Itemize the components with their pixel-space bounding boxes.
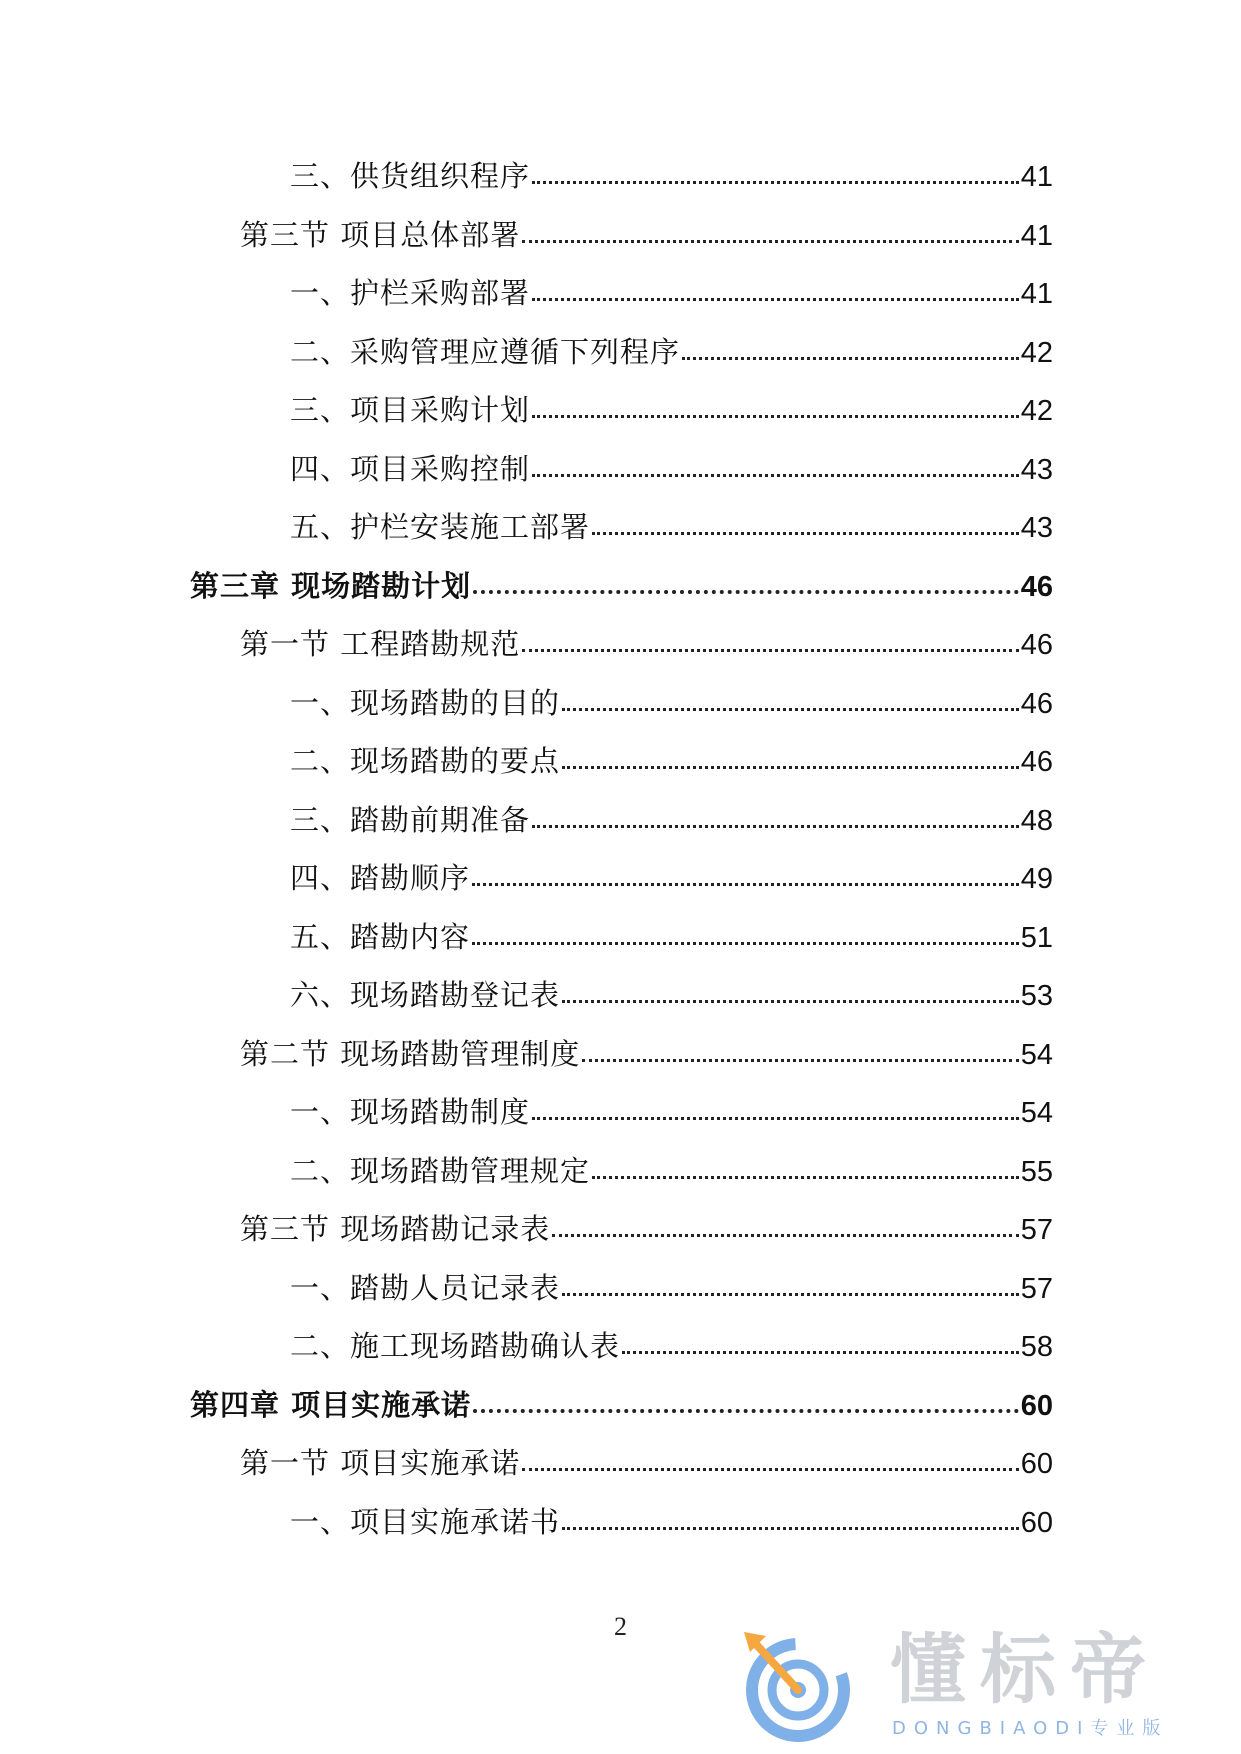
toc-entry-title: 第一节 工程踏勘规范 — [240, 627, 521, 661]
toc-entry-page: 53 — [1020, 980, 1053, 1012]
toc-entry-page: 46 — [1020, 687, 1053, 720]
toc-entry-title: 二、现场踏勘管理规定 — [290, 1153, 591, 1188]
toc-dot-leader — [532, 156, 1019, 184]
toc-dot-leader — [592, 507, 1019, 535]
toc-entry-line — [290, 158, 1053, 195]
toc-dot-leader — [532, 390, 1019, 418]
toc-entry-chapter[interactable] — [0, 1387, 1241, 1446]
toc-dot-leader — [522, 1443, 1019, 1471]
toc-entry-page: 57 — [1020, 1272, 1053, 1305]
toc-entry-title: 二、现场踏勘的要点 — [290, 744, 561, 778]
toc-dot-leader — [473, 566, 1019, 594]
toc-dot-leader — [592, 1151, 1019, 1179]
toc-entry-title: 一、踏勘人员记录表 — [290, 1270, 561, 1305]
toc-entry-page: 46 — [1020, 746, 1053, 778]
toc-dot-leader — [473, 1385, 1019, 1413]
toc-entry-page: 43 — [1020, 512, 1053, 544]
toc-entry-page: 51 — [1020, 921, 1053, 954]
toc-entry-line — [290, 1153, 1053, 1190]
toc-entry-title: 五、踏勘内容 — [290, 919, 471, 954]
toc-entry-page: 41 — [1020, 161, 1053, 193]
toc-entry-item[interactable] — [0, 1270, 1241, 1329]
toc-entry-title: 五、护栏安装施工部署 — [290, 510, 591, 544]
toc-entry-title: 三、踏勘前期准备 — [290, 802, 531, 837]
toc-entry-line — [240, 217, 1053, 254]
toc-entry-page: 48 — [1020, 804, 1053, 837]
toc-dot-leader — [532, 449, 1019, 477]
toc-entry-line — [290, 743, 1053, 780]
toc-entry-page: 60 — [1020, 1389, 1053, 1422]
toc-entry-section[interactable] — [0, 217, 1241, 276]
toc-entry-line — [290, 1328, 1053, 1365]
toc-entry-page: 60 — [1020, 1448, 1053, 1480]
toc-entry-line — [290, 1094, 1053, 1131]
toc-dot-leader — [562, 1268, 1019, 1296]
toc-entry-item[interactable] — [0, 1328, 1241, 1387]
toc-entry-item[interactable] — [0, 685, 1241, 744]
watermark-brand: 懂标帝 — [890, 1625, 1160, 1714]
toc-entry-line — [290, 275, 1053, 312]
toc-entry-page: 46 — [1020, 629, 1053, 661]
target-logo-icon — [740, 1626, 860, 1746]
toc-dot-leader — [562, 1502, 1019, 1530]
toc-entry-line — [240, 1211, 1053, 1248]
toc-entry-line — [290, 392, 1053, 429]
toc-entry-title: 三、供货组织程序 — [290, 159, 531, 193]
toc-entry-chapter[interactable] — [0, 568, 1241, 627]
watermark — [740, 1626, 1220, 1746]
toc-entry-title: 一、护栏采购部署 — [290, 276, 531, 310]
toc-entry-page: 49 — [1020, 863, 1053, 895]
toc-entry-item[interactable] — [0, 919, 1241, 978]
toc-dot-leader — [622, 1326, 1019, 1354]
toc-entry-line — [240, 1036, 1053, 1073]
toc-entry-line — [290, 1504, 1053, 1541]
toc-entry-title: 第二节 现场踏勘管理制度 — [240, 1036, 581, 1071]
toc-entry-item[interactable] — [0, 1094, 1241, 1153]
toc-entry-item[interactable] — [0, 334, 1241, 393]
toc-entry-title: 四、踏勘顺序 — [290, 861, 471, 895]
toc-entry-line — [190, 568, 1053, 605]
toc-entry-line — [290, 919, 1053, 956]
toc-entry-section[interactable] — [0, 626, 1241, 685]
toc-entry-item[interactable] — [0, 802, 1241, 861]
toc-dot-leader — [532, 1092, 1019, 1120]
toc-entry-title: 第三章 现场踏勘计划 — [190, 568, 472, 603]
toc-entry-line — [290, 860, 1053, 897]
toc-entry-line — [290, 334, 1053, 371]
toc-entry-page: 54 — [1020, 1038, 1053, 1071]
toc-entry-page: 41 — [1020, 278, 1053, 310]
toc-entry-item[interactable] — [0, 743, 1241, 802]
toc-entry-page: 43 — [1020, 453, 1053, 486]
toc-dot-leader — [562, 741, 1019, 769]
toc-entry-page: 54 — [1020, 1097, 1053, 1129]
toc-dot-leader — [532, 800, 1019, 828]
toc-dot-leader — [522, 215, 1019, 243]
toc-entry-item[interactable] — [0, 451, 1241, 510]
toc-dot-leader — [522, 624, 1019, 652]
toc-entry-line — [240, 626, 1053, 663]
toc-entry-item[interactable] — [0, 275, 1241, 334]
toc-entry-title: 二、采购管理应遵循下列程序 — [290, 334, 681, 369]
toc-dot-leader — [562, 683, 1019, 711]
toc-entry-section[interactable] — [0, 1445, 1241, 1504]
toc-entry-page: 42 — [1020, 336, 1053, 369]
toc-entry-line — [290, 685, 1053, 722]
toc-entry-line — [290, 1270, 1053, 1307]
toc-entry-page: 41 — [1020, 219, 1053, 252]
toc-entry-page: 42 — [1020, 395, 1053, 427]
toc-dot-leader — [472, 858, 1019, 886]
toc-entry-title: 一、项目实施承诺书 — [290, 1504, 561, 1539]
toc-dot-leader — [532, 273, 1019, 301]
toc-entry-line — [190, 1387, 1053, 1424]
toc-entry-section[interactable] — [0, 1036, 1241, 1095]
toc-entry-title: 一、现场踏勘的目的 — [290, 685, 561, 720]
toc-entry-title: 第三节 项目总体部署 — [240, 217, 521, 252]
toc-entry-item[interactable] — [0, 1504, 1241, 1563]
page-number: 2 — [614, 1612, 627, 1641]
toc-entry-line — [290, 977, 1053, 1014]
toc-entry-page: 46 — [1020, 570, 1053, 603]
toc-entry-title: 四、项目采购控制 — [290, 451, 531, 486]
toc-entry-page: 58 — [1020, 1331, 1053, 1363]
toc-entry-item[interactable] — [0, 860, 1241, 919]
toc-entry-item[interactable] — [0, 509, 1241, 568]
toc-entry-title: 第三节 现场踏勘记录表 — [240, 1212, 551, 1246]
toc-entry-page: 57 — [1020, 1214, 1053, 1246]
toc-dot-leader — [472, 917, 1019, 945]
toc-entry-title: 一、现场踏勘制度 — [290, 1095, 531, 1129]
toc-entry-line — [240, 1445, 1053, 1482]
toc-entry-item[interactable] — [0, 392, 1241, 451]
toc-dot-leader — [552, 1209, 1019, 1237]
toc-entry-title: 六、现场踏勘登记表 — [290, 978, 561, 1012]
toc-entry-line — [290, 509, 1053, 546]
toc-entry-section[interactable] — [0, 1211, 1241, 1270]
toc-entry-title: 第四章 项目实施承诺 — [190, 1387, 472, 1422]
watermark-subtitle: DONGBIAODI专业版 — [892, 1718, 1169, 1739]
toc-entry-title: 二、施工现场踏勘确认表 — [290, 1329, 621, 1363]
toc-dot-leader — [582, 1034, 1019, 1062]
toc-entry-item[interactable] — [0, 1153, 1241, 1212]
toc-entry-page: 55 — [1020, 1155, 1053, 1188]
table-of-contents — [0, 158, 1241, 1562]
toc-entry-item[interactable] — [0, 158, 1241, 217]
toc-dot-leader — [682, 332, 1019, 360]
toc-entry-title: 三、项目采购计划 — [290, 393, 531, 427]
toc-entry-title: 第一节 项目实施承诺 — [240, 1446, 521, 1480]
toc-entry-line — [290, 451, 1053, 488]
toc-entry-line — [290, 802, 1053, 839]
toc-dot-leader — [562, 975, 1019, 1003]
toc-entry-item[interactable] — [0, 977, 1241, 1036]
toc-entry-page: 60 — [1020, 1506, 1053, 1539]
